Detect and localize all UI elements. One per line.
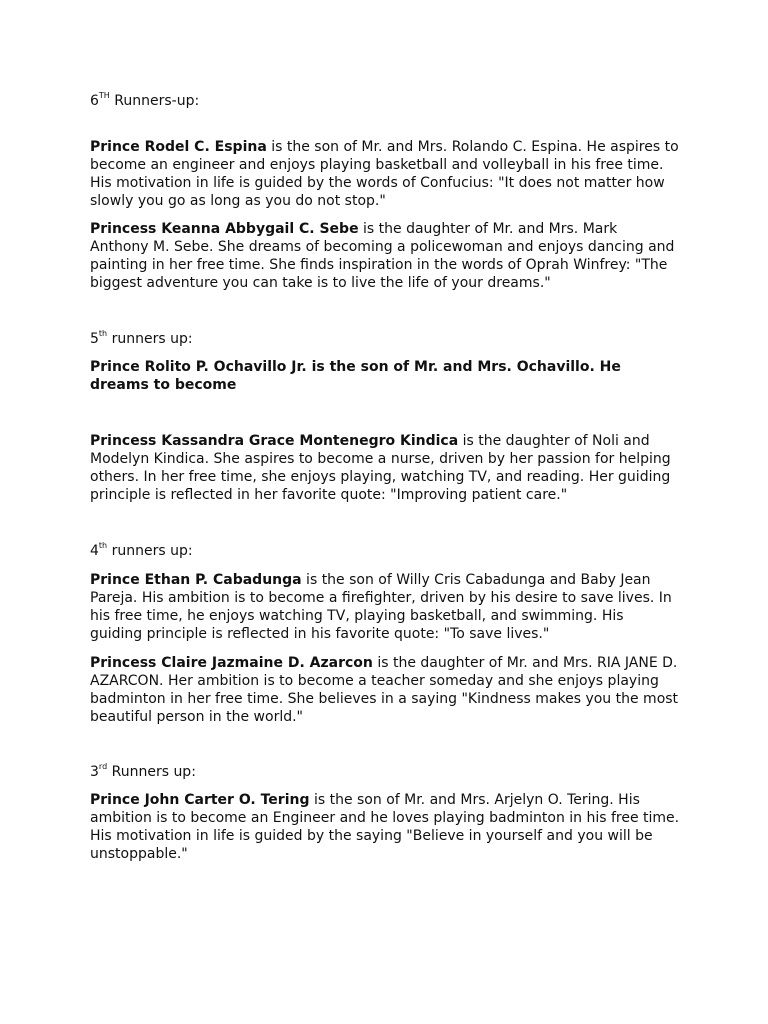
entry-name: Princess Claire Jazmaine D. Azarcon xyxy=(90,655,373,671)
entry-name: Prince Ethan P. Cabadunga xyxy=(90,572,302,588)
entry-paragraph xyxy=(90,432,680,504)
entry-name: Princess Kassandra Grace Montenegro Kindica xyxy=(90,433,459,449)
section-heading-5th: 5th runners up: xyxy=(90,329,193,347)
entry-text: is the son of Willy Cris Cabadunga and Baby Jean Pareja. His ambition is to become a firefighter, driven by his desire to save lives. In his free time, he enjoys watching TV, playing basketball, and swimming. His guiding principle is reflected in his favorite quote: "To save lives." xyxy=(90,572,672,642)
entry-text: is the daughter of Noli and Modelyn Kindica. She aspires to become a nurse, driven by her passion for helping others. In her free time, she enjoys playing, watching TV, and reading. Her guiding principle is reflected in her favorite quote: "Improving patient care." xyxy=(90,433,671,503)
entry-paragraph xyxy=(90,138,680,210)
entry-text: is the son of Mr. and Mrs. Arjelyn O. Tering. His ambition is to become an Engineer and he loves playing badminton in his free time. His motivation in life is guided by the saying "Believe in yourself and you will be unstoppable." xyxy=(90,792,680,862)
section-heading-4th: 4th runners up: xyxy=(90,541,193,559)
entry-name: Prince Rodel C. Espina xyxy=(90,139,267,155)
section-heading-3rd: 3rd Runners up: xyxy=(90,762,196,780)
entry-name: Prince John Carter O. Tering xyxy=(90,792,310,808)
entry-paragraph xyxy=(90,791,680,863)
entry-name: Prince Rolito P. Ochavillo Jr. is the son of Mr. and Mrs. Ochavillo. He dreams to become xyxy=(90,359,621,393)
entry-text: is the son of Mr. and Mrs. Rolando C. Espina. He aspires to become an engineer and enjoys playing basketball and volleyball in his free time. His motivation in life is guided by the words of Confucius: "It does not matter how slowly you go as long as you do not stop." xyxy=(90,139,679,209)
entry-paragraph xyxy=(90,220,680,292)
entry-paragraph xyxy=(90,571,680,643)
entry-name: Princess Keanna Abbygail C. Sebe xyxy=(90,221,359,237)
entry-paragraph xyxy=(90,358,680,394)
entry-text: is the daughter of Mr. and Mrs. RIA JANE D. AZARCON. Her ambition is to become a teacher someday and she enjoys playing badminton in her free time. She believes in a saying "Kindness makes you the most beautiful person in the world." xyxy=(90,655,679,725)
entry-paragraph xyxy=(90,654,680,726)
entry-text: is the daughter of Mr. and Mrs. Mark Anthony M. Sebe. She dreams of becoming a policewoman and enjoys dancing and painting in her free time. She finds inspiration in the words of Oprah Winfrey: "The biggest adventure you can take is to live the life of your dreams." xyxy=(90,221,675,291)
section-heading-6th: 6TH Runners-up: xyxy=(90,91,200,109)
